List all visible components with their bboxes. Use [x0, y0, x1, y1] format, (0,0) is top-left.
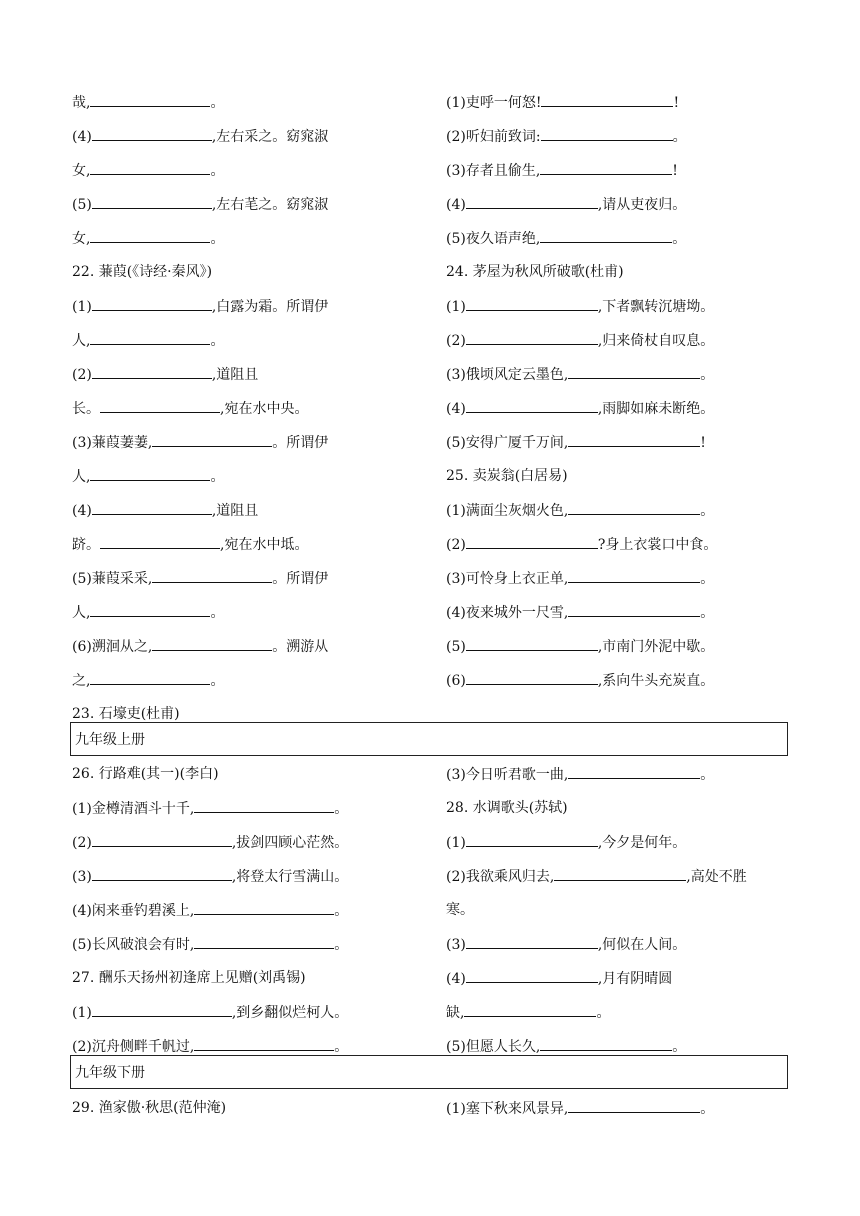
answer-blank[interactable]	[466, 331, 598, 345]
text-line: (1)满面尘灰烟火色, 。	[446, 503, 715, 519]
answer-blank[interactable]	[100, 535, 220, 549]
answer-blank[interactable]	[90, 603, 210, 617]
text-line: (4) ,雨脚如麻未断绝。	[446, 401, 715, 417]
answer-blank[interactable]	[152, 569, 272, 583]
section-heading: 24. 茅屋为秋风所破歌(杜甫)	[446, 264, 624, 280]
text-line: (1)吏呼一何怒! !	[446, 95, 680, 111]
text-line: (2) ,道阻且	[72, 367, 259, 383]
answer-blank[interactable]	[92, 867, 232, 881]
text-line: (1) ,白露为霜。所谓伊	[72, 299, 329, 315]
text-line: (2)听妇前致词: 。	[446, 129, 687, 145]
answer-blank[interactable]	[568, 569, 700, 583]
text-line: (2) ,拔剑四顾心茫然。	[72, 835, 349, 851]
answer-blank[interactable]	[194, 935, 334, 949]
answer-blank[interactable]	[194, 799, 334, 813]
answer-blank[interactable]	[466, 535, 598, 549]
answer-blank[interactable]	[194, 1037, 334, 1051]
grade-section-box	[70, 722, 788, 756]
answer-blank[interactable]	[100, 399, 220, 413]
text-line: (3)俄顷风定云墨色, 。	[446, 367, 715, 383]
answer-blank[interactable]	[152, 433, 272, 447]
answer-blank[interactable]	[152, 637, 272, 651]
answer-blank[interactable]	[541, 127, 673, 141]
answer-blank[interactable]	[540, 229, 672, 243]
text-line: (1)塞下秋来风景异, 。	[446, 1101, 715, 1117]
answer-blank[interactable]	[92, 297, 212, 311]
text-line: 女, 。	[72, 163, 225, 179]
answer-blank[interactable]	[90, 671, 210, 685]
text-line: (5) ,左右芼之。窈窕淑	[72, 197, 329, 213]
text-line: 人, 。	[72, 333, 225, 349]
answer-blank[interactable]	[194, 901, 334, 915]
section-heading: 25. 卖炭翁(白居易)	[446, 468, 568, 484]
answer-blank[interactable]	[466, 833, 598, 847]
answer-blank[interactable]	[568, 501, 700, 515]
text-line: 寒。	[446, 902, 474, 918]
text-line: (2)我欲乘风归去, ,高处不胜	[446, 869, 747, 885]
section-heading: 26. 行路难(其一)(李白)	[72, 766, 219, 782]
answer-blank[interactable]	[568, 433, 700, 447]
text-line: (5)但愿人长久, 。	[446, 1039, 687, 1055]
section-heading: 29. 渔家傲·秋思(范仲淹)	[72, 1100, 227, 1116]
text-line: (4) ,左右采之。窈窕淑	[72, 129, 329, 145]
text-line: (5)安得广厦千万间, !	[446, 435, 706, 451]
answer-blank[interactable]	[92, 833, 232, 847]
answer-blank[interactable]	[466, 195, 598, 209]
section-heading: 23. 石壕吏(杜甫)	[72, 706, 180, 722]
grade-section-label: 九年级下册	[75, 1065, 145, 1081]
answer-blank[interactable]	[92, 501, 212, 515]
answer-blank[interactable]	[540, 1037, 672, 1051]
text-line: (1) ,到乡翻似烂柯人。	[72, 1005, 349, 1021]
answer-blank[interactable]	[568, 603, 700, 617]
text-line: (1) ,今夕是何年。	[446, 835, 687, 851]
text-line: (3) ,何似在人间。	[446, 937, 687, 953]
text-line: (2)沉舟侧畔千帆过, 。	[72, 1039, 349, 1055]
answer-blank[interactable]	[466, 297, 598, 311]
grade-section-box	[70, 1055, 788, 1089]
text-line: (4)夜来城外一尺雪, 。	[446, 605, 715, 621]
answer-blank[interactable]	[466, 935, 598, 949]
answer-blank[interactable]	[90, 467, 210, 481]
answer-blank[interactable]	[466, 969, 598, 983]
answer-blank[interactable]	[568, 1099, 700, 1113]
text-line: (1) ,下者飘转沉塘坳。	[446, 299, 715, 315]
text-line: (4) ,道阻且	[72, 503, 259, 519]
text-line: (4) ,月有阴晴圆	[446, 971, 673, 987]
answer-blank[interactable]	[540, 161, 672, 175]
text-line: (2) ?身上衣裳口中食。	[446, 537, 718, 553]
text-line: (6) ,系向牛头充炭直。	[446, 673, 715, 689]
text-line: (4)闲来垂钓碧溪上, 。	[72, 903, 349, 919]
text-line: 人, 。	[72, 469, 225, 485]
text-line: (3)存者且偷生, !	[446, 163, 678, 179]
answer-blank[interactable]	[568, 365, 700, 379]
text-line: (5) ,市南门外泥中歇。	[446, 639, 715, 655]
text-line: (5)夜久语声绝, 。	[446, 231, 687, 247]
answer-blank[interactable]	[466, 671, 598, 685]
text-line: (3)蒹葭萋萋, 。所谓伊	[72, 435, 329, 451]
text-line: (2) ,归来倚杖自叹息。	[446, 333, 715, 349]
text-line: 人, 。	[72, 605, 225, 621]
text-line: 长。 ,宛在水中央。	[72, 401, 309, 417]
text-line: (3)今日听君歌一曲, 。	[446, 767, 715, 783]
section-heading: 22. 蒹葭(《诗经·秦风》)	[72, 264, 213, 280]
answer-blank[interactable]	[464, 1003, 596, 1017]
text-line: (1)金樽清酒斗十千, 。	[72, 801, 349, 817]
grade-section-label: 九年级上册	[75, 732, 145, 748]
section-heading: 28. 水调歌头(苏轼)	[446, 800, 568, 816]
text-line: (5)蒹葭采采, 。所谓伊	[72, 571, 329, 587]
answer-blank[interactable]	[90, 331, 210, 345]
text-line: (3) ,将登太行雪满山。	[72, 869, 349, 885]
answer-blank[interactable]	[90, 161, 210, 175]
text-line: 缺, 。	[446, 1005, 611, 1021]
text-line: 跻。 ,宛在水中坻。	[72, 537, 309, 553]
answer-blank[interactable]	[92, 195, 212, 209]
answer-blank[interactable]	[466, 399, 598, 413]
section-heading: 27. 酬乐天扬州初逢席上见赠(刘禹锡)	[72, 970, 306, 986]
text-line: (6)溯洄从之, 。溯游从	[72, 639, 329, 655]
answer-blank[interactable]	[568, 765, 700, 779]
answer-blank[interactable]	[554, 867, 686, 881]
answer-blank[interactable]	[92, 365, 212, 379]
answer-blank[interactable]	[92, 1003, 232, 1017]
text-line: 女, 。	[72, 231, 225, 247]
answer-blank[interactable]	[541, 93, 673, 107]
answer-blank[interactable]	[90, 229, 210, 243]
answer-blank[interactable]	[92, 127, 212, 141]
text-line: (3)可怜身上衣正单, 。	[446, 571, 715, 587]
text-line: 之, 。	[72, 673, 225, 689]
text-line: (4) ,请从吏夜归。	[446, 197, 687, 213]
answer-blank[interactable]	[466, 637, 598, 651]
text-line: (5)长风破浪会有时, 。	[72, 937, 349, 953]
text-line: 哉, 。	[72, 95, 225, 111]
answer-blank[interactable]	[90, 93, 210, 107]
